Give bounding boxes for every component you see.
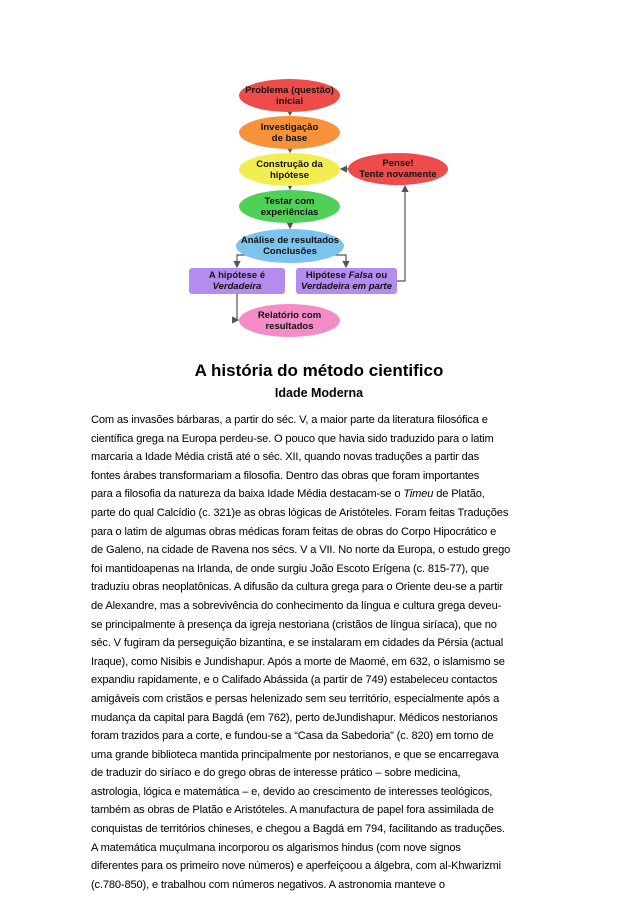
node-pense-tente-novamente: Pense! Tente novamente <box>348 153 448 185</box>
node-investigacao-de-base: Investigação de base <box>239 116 340 149</box>
text-line: se principalmente à presença da igreja nestoriana (cristãos de língua siríaca), que no <box>91 618 497 631</box>
text-line: parte do qual Calcídio (c. 321)e as obras lógicas de Aristóteles. Foram feitas Traduções <box>91 506 509 519</box>
text-line: também as obras de Platão e Aristóteles. A manufactura de papel fora assimilada de <box>91 804 494 817</box>
text-line: Com as invasões bárbaras, a partir do séc. V, a maior parte da literatura filosófica e <box>91 414 488 426</box>
text-line: séc. V fugiram da perseguição bizantina, e se instalaram em cidades da Pérsia (actual <box>91 637 504 650</box>
text-line: foram trazidos para a corte, e fundou-se a “Casa da Sabedoria” (c. 820) em torno de <box>91 730 494 743</box>
scientific-method-flowchart <box>0 0 638 340</box>
body-paragraph <box>91 411 551 894</box>
text-line: amigáveis com cristãos e persas helenizado sem seu território, especialmente após a <box>91 692 500 705</box>
node-problema-inicial: Problema (questão) inicial <box>239 79 340 112</box>
text-line: uma grande biblioteca mantida principalmente por nestorianos, e que se encarregava <box>91 748 499 761</box>
node-analise-de-resultados: Análise de resultados Conclusões <box>236 229 344 263</box>
text-line: de Galeno, na cidade de Ravena nos sécs. V a VII. No norte da Europa, o estudo grego <box>91 544 511 557</box>
node-hipotese-falsa: Hipótese Falsa ou Verdadeira em parte <box>296 268 397 294</box>
document-subtitle: Idade Moderna <box>274 386 364 400</box>
text-line: traduziu obras neoplatônicas. A difusão da cultura grega para o Oriente deu-se a partir <box>91 581 503 594</box>
text-line: marcaria a Idade Média cristã até o séc. XII, quando novas traduções a partir das <box>91 451 480 464</box>
node-hipotese-verdadeira: A hipótese é Verdadeira <box>189 268 285 294</box>
arrow-verdadeira-to-relatorio <box>237 294 238 320</box>
text-line: mudança da capital para Bagdá (em 762), perto deJundishapur. Médicos nestorianos <box>91 711 498 724</box>
text-line: para o latim de algumas obras médicas foram feitas de obras do Corpo Hipocrático e <box>91 525 497 538</box>
text-line: Iraque), como Nisibis e Jundishapur. Após a morte de Maomé, em 632, o islamismo se <box>91 655 505 668</box>
text-line: foi mantidoapenas na Irlanda, de onde surgiu João Escoto Erígena (c. 815-77), que <box>91 562 489 575</box>
arrow-falsa-to-pense <box>397 186 405 281</box>
text-line: expandiu rapidamente, e o Califado Abássida (a partir de 749) estabeleceu contactos <box>91 674 498 687</box>
text-line: fontes árabes transformariam a filosofia. Dentro das obras que foram importantes <box>91 469 480 482</box>
text-line: para a filosofia da natureza da baixa Idade Média destacam-se o Timeu de Platão, <box>91 488 485 501</box>
text-line: científica grega na Europa perdeu-se. O pouco que havia sido traduzido para o latim <box>91 432 494 445</box>
text-line: de traduzir do siríaco e do grego obras de interesse prático – sobre medicina, <box>91 767 461 780</box>
text-line: diferentes para os primeiro nove números) e aperfeiçoou a álgebra, com al-Khwarizmi <box>91 860 501 873</box>
text-line: (c.780-850), e trabalhou com números negativos. A astronomia manteve o <box>91 878 445 891</box>
node-relatorio-com-resultados: Relatório com resultados <box>239 304 340 337</box>
node-testar-com-experiencias: Testar com experiências <box>239 190 340 223</box>
text-line: de Alexandre, mas a sobrevivência do conhecimento da língua e cultura grega deveu- <box>91 599 502 612</box>
text-line: conquistas de territórios chineses, e chegou a Bagdá em 794, facilitando as traduções. <box>91 823 505 836</box>
document-title: A história do método cientifico <box>194 361 444 380</box>
text-line: astrologia, lógica e matemática – e, devido ao crescimento de interesses teológicos, <box>91 785 493 798</box>
text-line: A matemática muçulmana incorporou os algarismos hindus (com nove signos <box>91 841 461 854</box>
node-construcao-da-hipotese: Construção da hipótese <box>239 153 340 186</box>
